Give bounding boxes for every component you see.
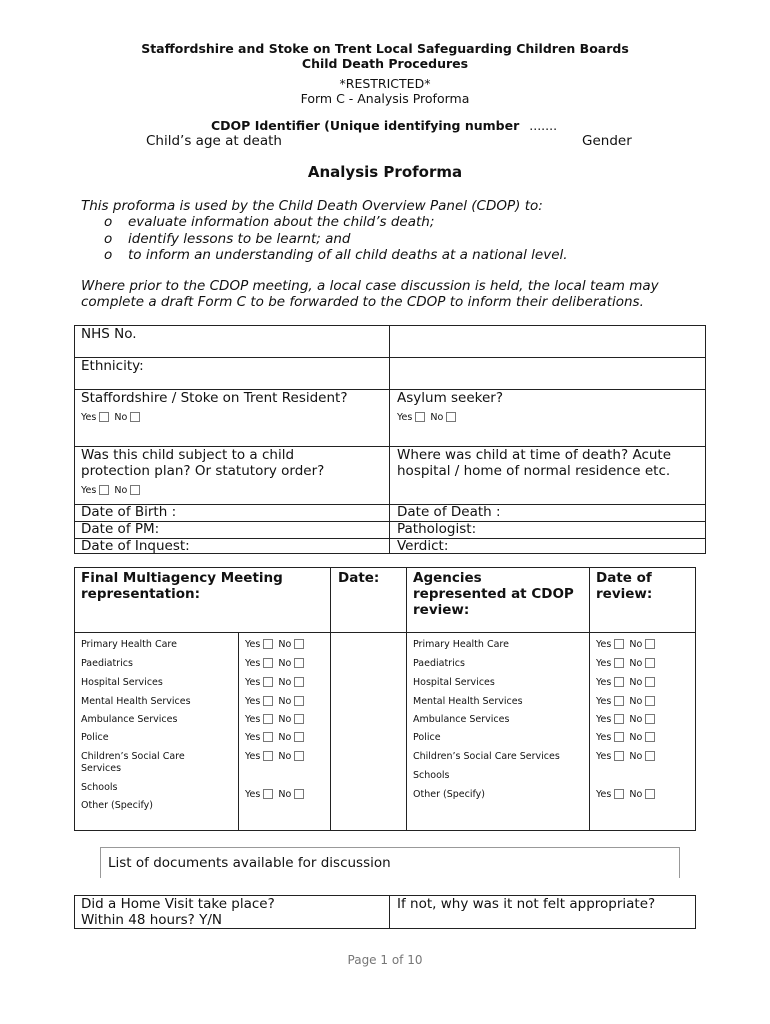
resident-no-checkbox[interactable] [130, 412, 140, 422]
intro-para-line-1: Where prior to the CDOP meeting, a local case discussion is held, the local team may [81, 278, 659, 294]
no-checkbox[interactable] [294, 658, 304, 668]
review-date-header-1: Date of [596, 570, 652, 586]
no-checkbox[interactable] [294, 732, 304, 742]
left-yes-no [245, 751, 309, 762]
cdop-identifier-label: CDOP Identifier (Unique identifying number [211, 118, 520, 133]
form-label: Form C - Analysis Proforma [300, 91, 470, 106]
ethnicity-label: Ethnicity: [81, 358, 144, 374]
where-label-1: Where was child at time of death? Acute [397, 447, 672, 463]
cp-yes-checkbox[interactable] [99, 485, 109, 495]
header-line-2: Child Death Procedures [301, 56, 469, 71]
yes-label: Yes [245, 696, 261, 707]
right-agency: Mental Health Services [413, 696, 523, 707]
yes-label: Yes [596, 732, 612, 743]
no-label: No [629, 696, 643, 707]
child-age-label: Child’s age at death [146, 133, 282, 149]
yes-checkbox[interactable] [263, 789, 273, 799]
no-label: No [114, 485, 128, 496]
yes-label: Yes [596, 677, 612, 688]
yes-label: Yes [596, 658, 612, 669]
no-label: No [629, 732, 643, 743]
bullet-marker: o [104, 214, 113, 230]
dob-label: Date of Birth : [81, 504, 177, 520]
left-agency-other: Other (Specify) [81, 800, 153, 811]
final-meeting-header-2: representation: [81, 586, 201, 602]
yes-label: Yes [245, 658, 261, 669]
page-number: Page 1 of 10 [347, 953, 423, 967]
bullet-text: identify lessons to be learnt; and [128, 231, 351, 247]
column-divider [406, 567, 407, 831]
column-divider [389, 895, 390, 929]
left-yes-no [245, 789, 309, 800]
dpm-label: Date of PM: [81, 521, 160, 537]
left-yes-no [245, 639, 309, 650]
intro-bullet-3 [104, 247, 568, 263]
no-checkbox[interactable] [294, 677, 304, 687]
no-label: No [629, 789, 643, 800]
yes-label: Yes [596, 751, 612, 762]
asylum-yes-checkbox[interactable] [415, 412, 425, 422]
agencies-header [413, 570, 574, 618]
dod-label: Date of Death : [397, 504, 501, 520]
left-yes-no [245, 732, 309, 743]
right-agency: Primary Health Care [413, 639, 509, 650]
no-label: No [629, 751, 643, 762]
verdict-label: Verdict: [397, 538, 449, 554]
no-label: No [278, 658, 292, 669]
pathologist-label: Pathologist: [397, 521, 477, 537]
nhs-field[interactable] [390, 327, 705, 356]
if-not-label: If not, why was it not felt appropriate? [397, 896, 656, 912]
yes-checkbox[interactable] [614, 732, 624, 742]
resident-yes-no [81, 412, 145, 423]
no-checkbox[interactable] [294, 751, 304, 761]
cp-label-1: Was this child subject to a child [81, 447, 295, 463]
no-label: No [278, 732, 292, 743]
inquest-label: Date of Inquest: [81, 538, 190, 554]
right-yes-no [596, 639, 660, 650]
restricted-label: *RESTRICTED* [339, 76, 431, 91]
yes-checkbox[interactable] [614, 714, 624, 724]
left-agency: Mental Health Services [81, 696, 191, 707]
no-checkbox[interactable] [645, 714, 655, 724]
intro-bullet-2 [104, 231, 351, 247]
yes-label: Yes [245, 639, 261, 650]
home-visit-label-1: Did a Home Visit take place? [81, 896, 275, 912]
cdop-identifier [211, 118, 557, 133]
no-label: No [278, 714, 292, 725]
yes-label: Yes [245, 789, 261, 800]
no-label: No [278, 696, 292, 707]
yes-checkbox[interactable] [614, 696, 624, 706]
yes-checkbox[interactable] [263, 714, 273, 724]
yes-label: Yes [245, 732, 261, 743]
no-checkbox[interactable] [645, 751, 655, 761]
yes-label: Yes [596, 789, 612, 800]
agencies-header-1: Agencies [413, 570, 482, 586]
yes-label: Yes [81, 485, 97, 496]
left-yes-no [245, 658, 309, 669]
asylum-yes-no [397, 412, 461, 423]
nhs-label: NHS No. [81, 326, 137, 342]
yes-checkbox[interactable] [614, 677, 624, 687]
review-date-header-2: review: [596, 586, 653, 602]
yes-label: Yes [245, 714, 261, 725]
no-label: No [114, 412, 128, 423]
yes-label: Yes [596, 696, 612, 707]
asylum-no-checkbox[interactable] [446, 412, 456, 422]
right-agency: Ambulance Services [413, 714, 510, 725]
intro-bullet-1 [104, 214, 435, 230]
bullet-text: to inform an understanding of all child deaths at a national level. [128, 247, 568, 263]
no-label: No [629, 677, 643, 688]
right-yes-no [596, 696, 660, 707]
cp-no-checkbox[interactable] [130, 485, 140, 495]
page-title: Analysis Proforma [307, 163, 463, 181]
resident-yes-checkbox[interactable] [99, 412, 109, 422]
no-checkbox[interactable] [294, 714, 304, 724]
yes-label: Yes [81, 412, 97, 423]
no-label: No [278, 639, 292, 650]
yes-label: Yes [596, 639, 612, 650]
bullet-text: evaluate information about the child’s death; [128, 214, 435, 230]
intro-lead: This proforma is used by the Child Death Overview Panel (CDOP) to: [81, 198, 543, 214]
left-agency-schools: Schools [81, 782, 118, 793]
right-agency: Hospital Services [413, 677, 495, 688]
no-checkbox[interactable] [294, 789, 304, 799]
yes-checkbox[interactable] [614, 639, 624, 649]
right-yes-no [596, 732, 660, 743]
right-yes-no [596, 677, 660, 688]
bullet-marker: o [104, 231, 113, 247]
right-yes-no [596, 751, 660, 762]
cp-yes-no [81, 485, 145, 496]
home-visit-label-2: Within 48 hours? Y/N [81, 912, 223, 928]
left-yes-no [245, 677, 309, 688]
left-agency: Primary Health Care [81, 639, 177, 650]
no-checkbox[interactable] [645, 696, 655, 706]
yes-checkbox[interactable] [263, 658, 273, 668]
column-divider [589, 567, 590, 831]
gender-label: Gender [582, 133, 632, 149]
yes-checkbox[interactable] [263, 732, 273, 742]
no-label: No [430, 412, 444, 423]
no-label: No [278, 789, 292, 800]
left-agency-csc-1: Children’s Social Care [81, 751, 185, 762]
left-agency-csc-2: Services [81, 763, 122, 774]
left-agency: Ambulance Services [81, 714, 178, 725]
no-checkbox[interactable] [645, 789, 655, 799]
header-line-1: Staffordshire and Stoke on Trent Local Safeguarding Children Boards [141, 41, 629, 56]
no-label: No [278, 677, 292, 688]
right-agency-other: Other (Specify) [413, 789, 485, 800]
yes-checkbox[interactable] [614, 751, 624, 761]
yes-checkbox[interactable] [263, 696, 273, 706]
left-yes-no [245, 714, 309, 725]
final-meeting-header [81, 570, 283, 602]
yes-checkbox[interactable] [263, 639, 273, 649]
where-label-2: hospital / home of normal residence etc. [397, 463, 671, 479]
intro-para-line-2: complete a draft Form C to be forwarded to the CDOP to inform their deliberations. [81, 294, 644, 310]
bullet-marker: o [104, 247, 113, 263]
column-divider [238, 632, 239, 831]
meeting-date-field[interactable] [331, 634, 405, 830]
cdop-identifier-dots: ....... [529, 118, 558, 133]
final-meeting-header-1: Final Multiagency Meeting [81, 570, 283, 586]
row-divider [74, 521, 706, 522]
left-agency: Hospital Services [81, 677, 163, 688]
asylum-label: Asylum seeker? [397, 390, 504, 406]
right-agency-schools: Schools [413, 770, 450, 781]
no-label: No [278, 751, 292, 762]
yes-label: Yes [596, 714, 612, 725]
right-yes-no [596, 658, 660, 669]
cp-label-2: protection plan? Or statutory order? [81, 463, 325, 479]
right-agency: Children’s Social Care Services [413, 751, 560, 762]
no-checkbox[interactable] [645, 677, 655, 687]
resident-label: Staffordshire / Stoke on Trent Resident? [81, 390, 348, 406]
no-label: No [629, 639, 643, 650]
right-yes-no [596, 714, 660, 725]
ethnicity-field[interactable] [390, 359, 705, 388]
yes-checkbox[interactable] [263, 677, 273, 687]
no-checkbox[interactable] [645, 639, 655, 649]
agencies-header-2: represented at CDOP [413, 586, 574, 602]
agencies-header-3: review: [413, 602, 470, 618]
yes-checkbox[interactable] [263, 751, 273, 761]
no-checkbox[interactable] [294, 639, 304, 649]
yes-label: Yes [245, 751, 261, 762]
no-label: No [629, 658, 643, 669]
row-divider [74, 357, 706, 358]
yes-label: Yes [245, 677, 261, 688]
no-label: No [629, 714, 643, 725]
review-date-header [596, 570, 652, 602]
right-yes-no [596, 789, 660, 800]
row-divider [74, 632, 696, 633]
documents-label: List of documents available for discussion [108, 855, 391, 871]
no-checkbox[interactable] [645, 658, 655, 668]
left-yes-no [245, 696, 309, 707]
left-agency: Paediatrics [81, 658, 133, 669]
yes-checkbox[interactable] [614, 658, 624, 668]
yes-checkbox[interactable] [614, 789, 624, 799]
left-agency: Police [81, 732, 109, 743]
right-agency: Police [413, 732, 441, 743]
no-checkbox[interactable] [645, 732, 655, 742]
right-agency: Paediatrics [413, 658, 465, 669]
yes-label: Yes [397, 412, 413, 423]
no-checkbox[interactable] [294, 696, 304, 706]
date-header: Date: [338, 570, 380, 586]
